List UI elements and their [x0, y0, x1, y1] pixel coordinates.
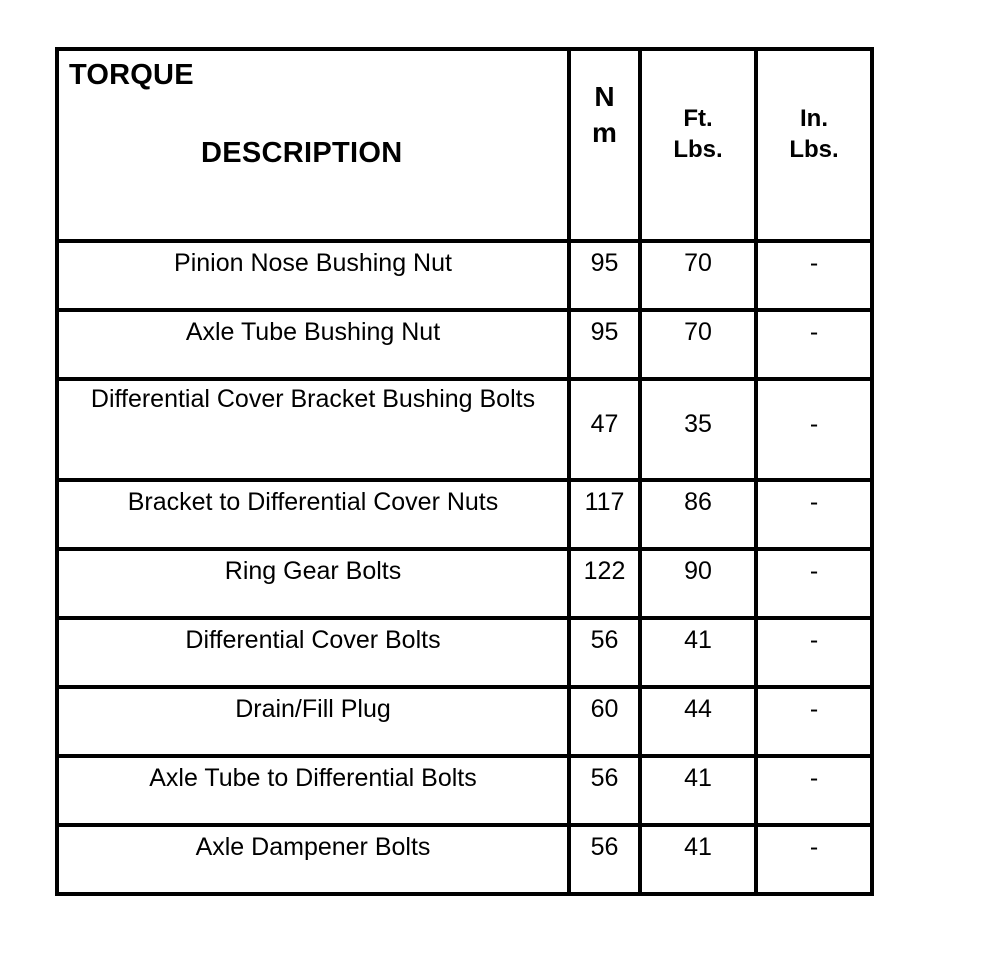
- nm-value: 47: [590, 409, 619, 438]
- description-text: Bracket to Differential Cover Nuts: [127, 488, 499, 516]
- nm-value: 117: [584, 488, 625, 516]
- nm-cell: [569, 480, 640, 549]
- nm-cell: [569, 618, 640, 687]
- ft-lbs-value: 41: [684, 626, 712, 654]
- in-lbs-value: -: [809, 318, 819, 346]
- in-lbs-value: -: [809, 488, 819, 516]
- table-row: [57, 310, 872, 379]
- torque-specification-table: [55, 47, 874, 896]
- torque-specification-table-wrapper: [55, 47, 870, 895]
- ft-lbs-value: 90: [684, 557, 712, 585]
- ft-lbs-column-header: [640, 49, 756, 241]
- in-lbs-value: -: [809, 409, 819, 438]
- description-text: Differential Cover Bracket Bushing Bolts: [90, 385, 536, 413]
- ft-lbs-heading-line2: Lbs.: [673, 136, 723, 163]
- nm-cell: [569, 825, 640, 894]
- ft-lbs-value: 44: [684, 695, 712, 723]
- ft-lbs-value: 70: [684, 249, 712, 277]
- ft-lbs-cell: [640, 687, 756, 756]
- nm-value: 95: [590, 249, 619, 277]
- ft-lbs-heading-line1: Ft.: [683, 105, 713, 132]
- description-text: Axle Dampener Bolts: [195, 833, 431, 861]
- in-lbs-cell: [756, 310, 872, 379]
- in-lbs-heading-line2: Lbs.: [789, 136, 839, 163]
- nm-cell: [569, 549, 640, 618]
- ft-lbs-value: 86: [684, 488, 712, 516]
- nm-value: 122: [583, 557, 626, 585]
- ft-lbs-cell: [640, 618, 756, 687]
- ft-lbs-cell: [640, 480, 756, 549]
- description-cell: [57, 480, 569, 549]
- ft-lbs-value: 41: [684, 764, 712, 792]
- in-lbs-cell: [756, 687, 872, 756]
- description-text: Axle Tube Bushing Nut: [185, 318, 441, 346]
- nm-value: 56: [590, 764, 619, 792]
- description-cell: [57, 687, 569, 756]
- nm-cell: [569, 379, 640, 480]
- in-lbs-value: -: [809, 557, 819, 585]
- description-cell: [57, 756, 569, 825]
- nm-value: 60: [590, 695, 619, 723]
- in-lbs-cell: [756, 756, 872, 825]
- ft-lbs-cell: [640, 241, 756, 310]
- description-cell: [57, 549, 569, 618]
- nm-heading: [571, 79, 638, 151]
- in-lbs-value: -: [809, 626, 819, 654]
- description-text: Differential Cover Bolts: [185, 626, 441, 654]
- header-row: [57, 49, 872, 241]
- ft-lbs-cell: [640, 756, 756, 825]
- in-lbs-cell: [756, 825, 872, 894]
- ft-lbs-cell: [640, 310, 756, 379]
- ft-lbs-heading: [642, 103, 754, 165]
- in-lbs-value: -: [809, 833, 819, 861]
- nm-value: 95: [590, 318, 619, 346]
- nm-cell: [569, 310, 640, 379]
- description-cell: [57, 310, 569, 379]
- in-lbs-column-header: [756, 49, 872, 241]
- ft-lbs-cell: [640, 379, 756, 480]
- table-row: [57, 618, 872, 687]
- in-lbs-value: -: [809, 695, 819, 723]
- table-row: [57, 480, 872, 549]
- table-row: [57, 687, 872, 756]
- in-lbs-value: -: [809, 764, 819, 792]
- nm-cell: [569, 687, 640, 756]
- torque-heading: TORQUE: [69, 59, 194, 91]
- nm-heading-line1: N: [594, 81, 615, 112]
- in-lbs-heading: [758, 103, 870, 165]
- in-lbs-heading-line1: In.: [800, 105, 828, 132]
- nm-cell: [569, 756, 640, 825]
- in-lbs-cell: [756, 241, 872, 310]
- ft-lbs-value: 41: [684, 833, 712, 861]
- nm-column-header: [569, 49, 640, 241]
- description-text: Ring Gear Bolts: [224, 557, 402, 585]
- table-row: [57, 825, 872, 894]
- ft-lbs-cell: [640, 825, 756, 894]
- ft-lbs-value: 70: [684, 318, 712, 346]
- in-lbs-cell: [756, 618, 872, 687]
- description-text: Drain/Fill Plug: [235, 695, 391, 723]
- in-lbs-value: -: [809, 249, 819, 277]
- nm-value: 56: [590, 626, 619, 654]
- description-text: Pinion Nose Bushing Nut: [174, 249, 452, 277]
- table-row: [57, 549, 872, 618]
- description-cell: [57, 825, 569, 894]
- ft-lbs-cell: [640, 549, 756, 618]
- description-cell: [57, 241, 569, 310]
- description-text: Axle Tube to Differential Bolts: [149, 764, 477, 792]
- in-lbs-cell: [756, 549, 872, 618]
- nm-cell: [569, 241, 640, 310]
- description-cell: [57, 379, 569, 480]
- table-row: [57, 241, 872, 310]
- in-lbs-cell: [756, 480, 872, 549]
- nm-value: 56: [590, 833, 619, 861]
- table-row: [57, 756, 872, 825]
- description-cell: [57, 618, 569, 687]
- nm-heading-line2: m: [592, 117, 617, 148]
- description-heading: DESCRIPTION: [201, 137, 403, 169]
- in-lbs-cell: [756, 379, 872, 480]
- table-row: [57, 379, 872, 480]
- description-column-header: [57, 49, 569, 241]
- ft-lbs-value: 35: [684, 409, 712, 438]
